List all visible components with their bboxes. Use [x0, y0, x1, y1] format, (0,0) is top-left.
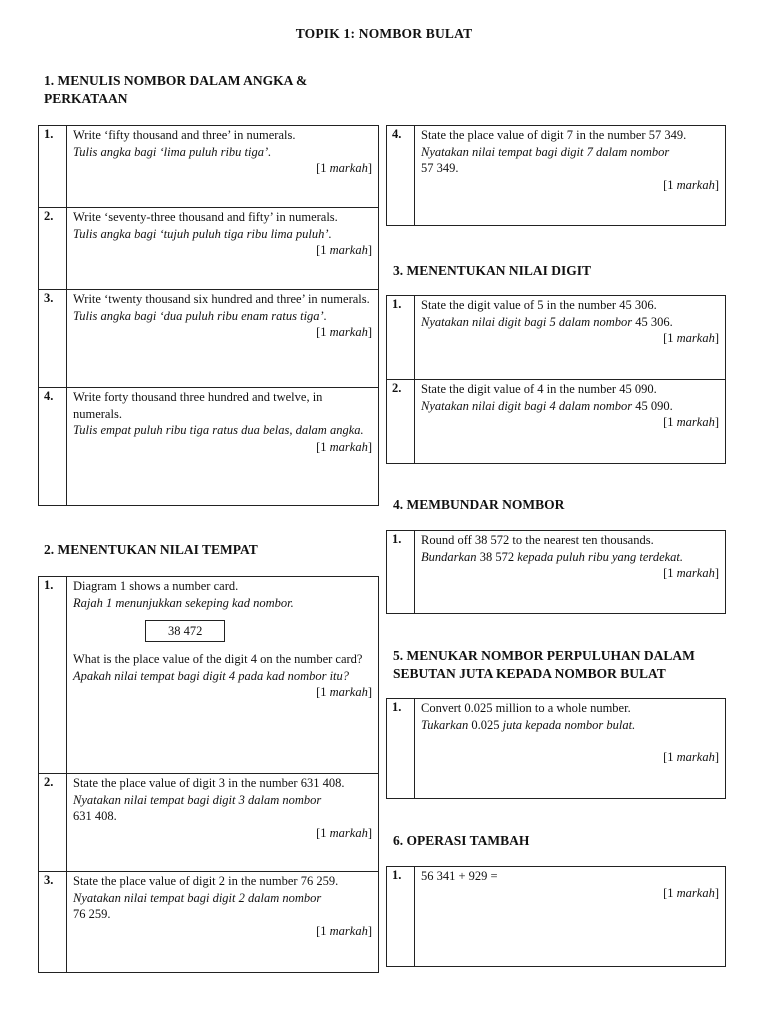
question-number: 1.	[39, 126, 67, 208]
marks-label: [1 markah]	[316, 243, 372, 257]
question-body	[67, 774, 379, 872]
section-heading-1-line1: 1. MENULIS NOMBOR DALAM ANGKA &	[44, 73, 308, 88]
page-title: TOPIK 1: NOMBOR BULAT	[295, 26, 473, 41]
question-number: 1.	[387, 531, 415, 614]
section-5-question-table	[386, 698, 726, 799]
question-row-6-1	[387, 867, 726, 967]
marks-label: [1 markah]	[316, 161, 372, 175]
section-2-question-table	[38, 576, 379, 973]
question-text-en: Write ‘seventy-three thousand and fifty’ in numerals.	[73, 210, 338, 224]
section-heading-2: 2. MENENTUKAN NILAI TEMPAT	[44, 542, 258, 557]
question-body	[415, 867, 726, 967]
question-body	[67, 872, 379, 973]
question-text-ms: Tulis angka bagi ‘dua puluh ribu enam ratus tiga’.	[73, 308, 327, 323]
marks-label: [1 markah]	[663, 566, 719, 580]
question-text-ms-2: Apakah nilai tempat bagi digit 4 pada kad nombor itu?	[73, 668, 350, 683]
question-text-ms: Nyatakan nilai digit bagi 4 dalam nombor 45 090.	[421, 398, 673, 413]
question-text-ms: Tulis angka bagi ‘lima puluh ribu tiga’.	[73, 144, 272, 159]
section-heading-5-line1: 5. MENUKAR NOMBOR PERPULUHAN DALAM	[393, 648, 695, 663]
section-4-question-table	[386, 530, 726, 614]
question-body	[415, 380, 726, 464]
question-row-2-4	[387, 126, 726, 226]
question-row-1-1	[39, 126, 379, 208]
question-row-2-1	[39, 577, 379, 774]
section-heading-1-line2: PERKATAAN	[44, 91, 128, 106]
question-row-3-1	[387, 296, 726, 380]
question-row-4-1	[387, 531, 726, 614]
question-row-1-2	[39, 208, 379, 290]
question-text-ms: Nyatakan nilai tempat bagi digit 7 dalam nombor 57 349.	[421, 144, 670, 175]
question-text-en: State the place value of digit 2 in the number 76 259.	[73, 874, 339, 888]
question-body	[415, 296, 726, 380]
question-text-en: State the place value of digit 3 in the number 631 408.	[73, 776, 345, 790]
question-row-2-2	[39, 774, 379, 872]
section-heading-1	[44, 72, 307, 108]
question-number: 1.	[387, 699, 415, 799]
marks-label: [1 markah]	[316, 923, 372, 938]
question-number: 2.	[39, 208, 67, 290]
question-text-en: 56 341 + 929 =	[421, 869, 498, 883]
question-text-en: Convert 0.025 million to a whole number.	[421, 701, 631, 715]
question-text-en: Write ‘fifty thousand and three’ in numerals.	[73, 128, 296, 142]
question-body	[415, 531, 726, 614]
question-body	[67, 290, 379, 388]
section-heading-4: 4. MEMBUNDAR NOMBOR	[393, 497, 565, 512]
question-text-ms: Tulis empat puluh ribu tiga ratus dua belas, dalam angka.	[73, 423, 364, 437]
marks-label: [1 markah]	[663, 331, 719, 345]
question-body	[67, 126, 379, 208]
question-text-ms: Tukarkan 0.025 juta kepada nombor bulat.	[421, 717, 636, 732]
question-number: 2.	[387, 380, 415, 464]
question-body	[415, 699, 726, 799]
marks-label: [1 markah]	[663, 750, 719, 764]
marks-label: [1 markah]	[663, 885, 719, 900]
marks-label: [1 markah]	[316, 825, 372, 840]
section-heading-5	[393, 647, 695, 683]
question-number: 4.	[387, 126, 415, 226]
section-2-continued-question-table	[386, 125, 726, 226]
question-body	[67, 388, 379, 506]
question-text-ms: Tulis angka bagi ‘tujuh puluh tiga ribu lima puluh’.	[73, 226, 332, 241]
question-text-ms: Nyatakan nilai digit bagi 5 dalam nombor 45 306.	[421, 314, 673, 329]
question-text-ms: Rajah 1 menunjukkan sekeping kad nombor.	[73, 595, 294, 610]
section-3-question-table	[386, 295, 726, 464]
marks-label: [1 markah]	[316, 325, 372, 339]
marks-label: [1 markah]	[663, 177, 719, 192]
question-row-1-4	[39, 388, 379, 506]
question-text-ms: Nyatakan nilai tempat bagi digit 3 dalam nombor 631 408.	[73, 792, 322, 823]
marks-label: [1 markah]	[316, 439, 372, 454]
question-row-5-1	[387, 699, 726, 799]
question-body	[67, 577, 379, 774]
section-heading-5-line2: SEBUTAN JUTA KEPADA NOMBOR BULAT	[393, 666, 666, 681]
question-text-ms: Nyatakan nilai tempat bagi digit 2 dalam nombor 76 259.	[73, 890, 322, 921]
question-text-en-2: What is the place value of the digit 4 on the number card?	[73, 652, 363, 666]
question-text-en: State the digit value of 5 in the number 45 306.	[421, 298, 657, 312]
question-number: 1.	[387, 296, 415, 380]
question-text-en: Diagram 1 shows a number card.	[73, 579, 239, 593]
question-text-en: State the digit value of 4 in the number 45 090.	[421, 382, 657, 396]
section-1-question-table	[38, 125, 379, 506]
question-text-en: Round off 38 572 to the nearest ten thousands.	[421, 533, 654, 547]
section-heading-6: 6. OPERASI TAMBAH	[393, 833, 530, 848]
marks-label: [1 markah]	[663, 415, 719, 429]
question-row-1-3	[39, 290, 379, 388]
question-body	[415, 126, 726, 226]
section-6-question-table	[386, 866, 726, 967]
question-number: 2.	[39, 774, 67, 872]
question-text-en: State the place value of digit 7 in the number 57 349.	[421, 128, 687, 142]
marks-label: [1 markah]	[316, 685, 372, 699]
question-text-en: Write ‘twenty thousand six hundred and three’ in numerals.	[73, 292, 370, 306]
question-body	[67, 208, 379, 290]
question-text-en: Write forty thousand three hundred and twelve, in numerals.	[73, 390, 323, 421]
number-card: 38 472	[145, 620, 225, 642]
question-number: 3.	[39, 872, 67, 973]
question-row-3-2	[387, 380, 726, 464]
question-text-ms: Bundarkan 38 572 kepada puluh ribu yang terdekat.	[421, 549, 684, 564]
question-number: 1.	[39, 577, 67, 774]
question-row-2-3	[39, 872, 379, 973]
question-number: 1.	[387, 867, 415, 967]
section-heading-3: 3. MENENTUKAN NILAI DIGIT	[393, 263, 592, 278]
question-number: 4.	[39, 388, 67, 506]
question-number: 3.	[39, 290, 67, 388]
